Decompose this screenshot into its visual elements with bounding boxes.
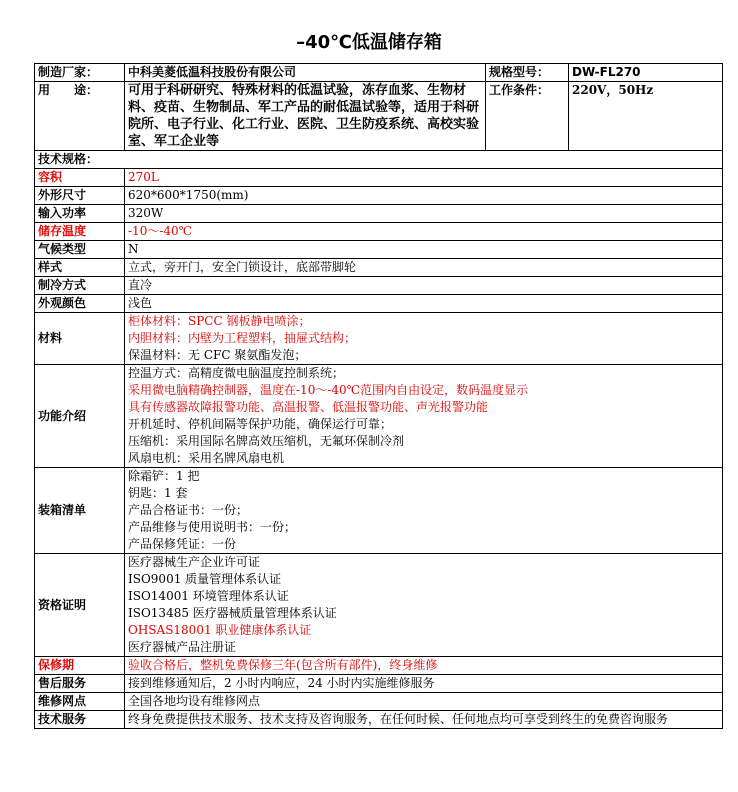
features-value <box>125 365 723 468</box>
network-value: 全国各地均设有维修网点 <box>125 693 723 711</box>
packing-value <box>125 468 723 554</box>
use-row <box>35 82 723 151</box>
row-certs <box>35 554 723 657</box>
row-style <box>35 259 723 277</box>
style-value: 立式，旁开门，安全门锁设计，底部带脚轮 <box>125 259 723 277</box>
warranty-label: 保修期 <box>35 657 125 675</box>
certs-line: 医疗器械产品注册证 <box>128 640 237 654</box>
color-value: 浅色 <box>125 295 723 313</box>
row-color <box>35 295 723 313</box>
condition-label: 工作条件： <box>486 82 569 151</box>
model-value: DW-FL270 <box>569 64 723 82</box>
power-value: 320W <box>125 205 723 223</box>
tech-label: 技术服务 <box>35 711 125 729</box>
network-label: 维修网点 <box>35 693 125 711</box>
features-line: 压缩机：采用国际名牌高效压缩机，无氟环保制冷剂 <box>128 434 405 448</box>
features-line: 具有传感器故障报警功能、高温报警、低温报警功能、声光报警功能 <box>128 400 489 414</box>
maker-label: 制造厂家： <box>35 64 125 82</box>
cooling-value: 直冷 <box>125 277 723 295</box>
use-label: 用 途： <box>35 82 125 151</box>
row-climate <box>35 241 723 259</box>
certs-line: ISO13485 医疗器械质量管理体系认证 <box>128 606 337 620</box>
power-label: 输入功率 <box>35 205 125 223</box>
temperature-value: -10～-40℃ <box>125 223 723 241</box>
cooling-label: 制冷方式 <box>35 277 125 295</box>
dimensions-value: 620*600*1750(mm) <box>125 187 723 205</box>
spec-heading-row <box>35 151 723 169</box>
features-line: 采用微电脑精确控制器，温度在-10～-40℃范围内自由设定，数码温度显示 <box>128 383 529 397</box>
tech-value: 终身免费提供技术服务、技术支持及咨询服务，在任何时候、任何地点均可享受到终生的免费咨询服务 <box>125 711 723 729</box>
row-features <box>35 365 723 468</box>
certs-label: 资格证明 <box>35 554 125 657</box>
features-label: 功能介绍 <box>35 365 125 468</box>
style-label: 样式 <box>35 259 125 277</box>
row-temperature <box>35 223 723 241</box>
materials-value <box>125 313 723 365</box>
warranty-value: 验收合格后，整机免费保修三年(包含所有部件)，终身维修 <box>125 657 723 675</box>
row-dimensions <box>35 187 723 205</box>
use-value: 可用于科研研究、特殊材料的低温试验，冻存血浆、生物材料、疫苗、生物制品、军工产品的耐低温试验等，适用于科研院所、电子行业、化工行业、医院、卫生防疫系统、高校实验室、军工企业等 <box>125 82 486 151</box>
color-label: 外观颜色 <box>35 295 125 313</box>
climate-label: 气候类型 <box>35 241 125 259</box>
page-title: –40℃低温储存箱 <box>296 32 442 53</box>
row-tech <box>35 711 723 729</box>
packing-line: 产品保修凭证：一份 <box>128 537 237 551</box>
row-capacity <box>35 169 723 187</box>
packing-line: 产品合格证书：一份； <box>128 503 249 517</box>
materials-line: 内胆材料：内壁为工程塑料，抽屉式结构； <box>128 331 357 345</box>
condition-value: 220V，50Hz <box>569 82 723 151</box>
spec-table <box>34 63 723 729</box>
row-packing <box>35 468 723 554</box>
materials-line: 柜体材料：SPCC 钢板静电喷涂； <box>128 314 311 328</box>
row-materials <box>35 313 723 365</box>
row-aftersales <box>35 675 723 693</box>
materials-line: 保温材料：无 CFC 聚氨酯发泡； <box>128 348 307 362</box>
aftersales-value: 接到维修通知后，2 小时内响应，24 小时内实施维修服务 <box>125 675 723 693</box>
dimensions-label: 外形尺寸 <box>35 187 125 205</box>
temperature-label: 储存温度 <box>35 223 125 241</box>
packing-line: 除霜铲：1 把 <box>128 469 200 483</box>
climate-value: N <box>125 241 723 259</box>
certs-line: 医疗器械生产企业许可证 <box>128 555 261 569</box>
row-network <box>35 693 723 711</box>
certs-line: ISO14001 环境管理体系认证 <box>128 589 289 603</box>
certs-line: OHSAS18001 职业健康体系认证 <box>128 623 312 637</box>
features-line: 风扇电机：采用名牌风扇电机 <box>128 451 285 465</box>
certs-line: ISO9001 质量管理体系认证 <box>128 572 282 586</box>
row-power <box>35 205 723 223</box>
packing-label: 装箱清单 <box>35 468 125 554</box>
maker-row <box>35 64 723 82</box>
spec-heading: 技术规格： <box>35 151 723 169</box>
capacity-label: 容积 <box>35 169 125 187</box>
certs-value <box>125 554 723 657</box>
capacity-value: 270L <box>125 169 723 187</box>
maker-value: 中科美菱低温科技股份有限公司 <box>125 64 486 82</box>
aftersales-label: 售后服务 <box>35 675 125 693</box>
materials-label: 材料 <box>35 313 125 365</box>
features-line: 开机延时、停机间隔等保护功能，确保运行可靠； <box>128 417 393 431</box>
row-cooling <box>35 277 723 295</box>
model-label: 规格型号： <box>486 64 569 82</box>
row-warranty <box>35 657 723 675</box>
features-line: 控温方式：高精度微电脑温度控制系统； <box>128 366 345 380</box>
packing-line: 产品维修与使用说明书：一份； <box>128 520 297 534</box>
packing-line: 钥匙：1 套 <box>128 486 188 500</box>
